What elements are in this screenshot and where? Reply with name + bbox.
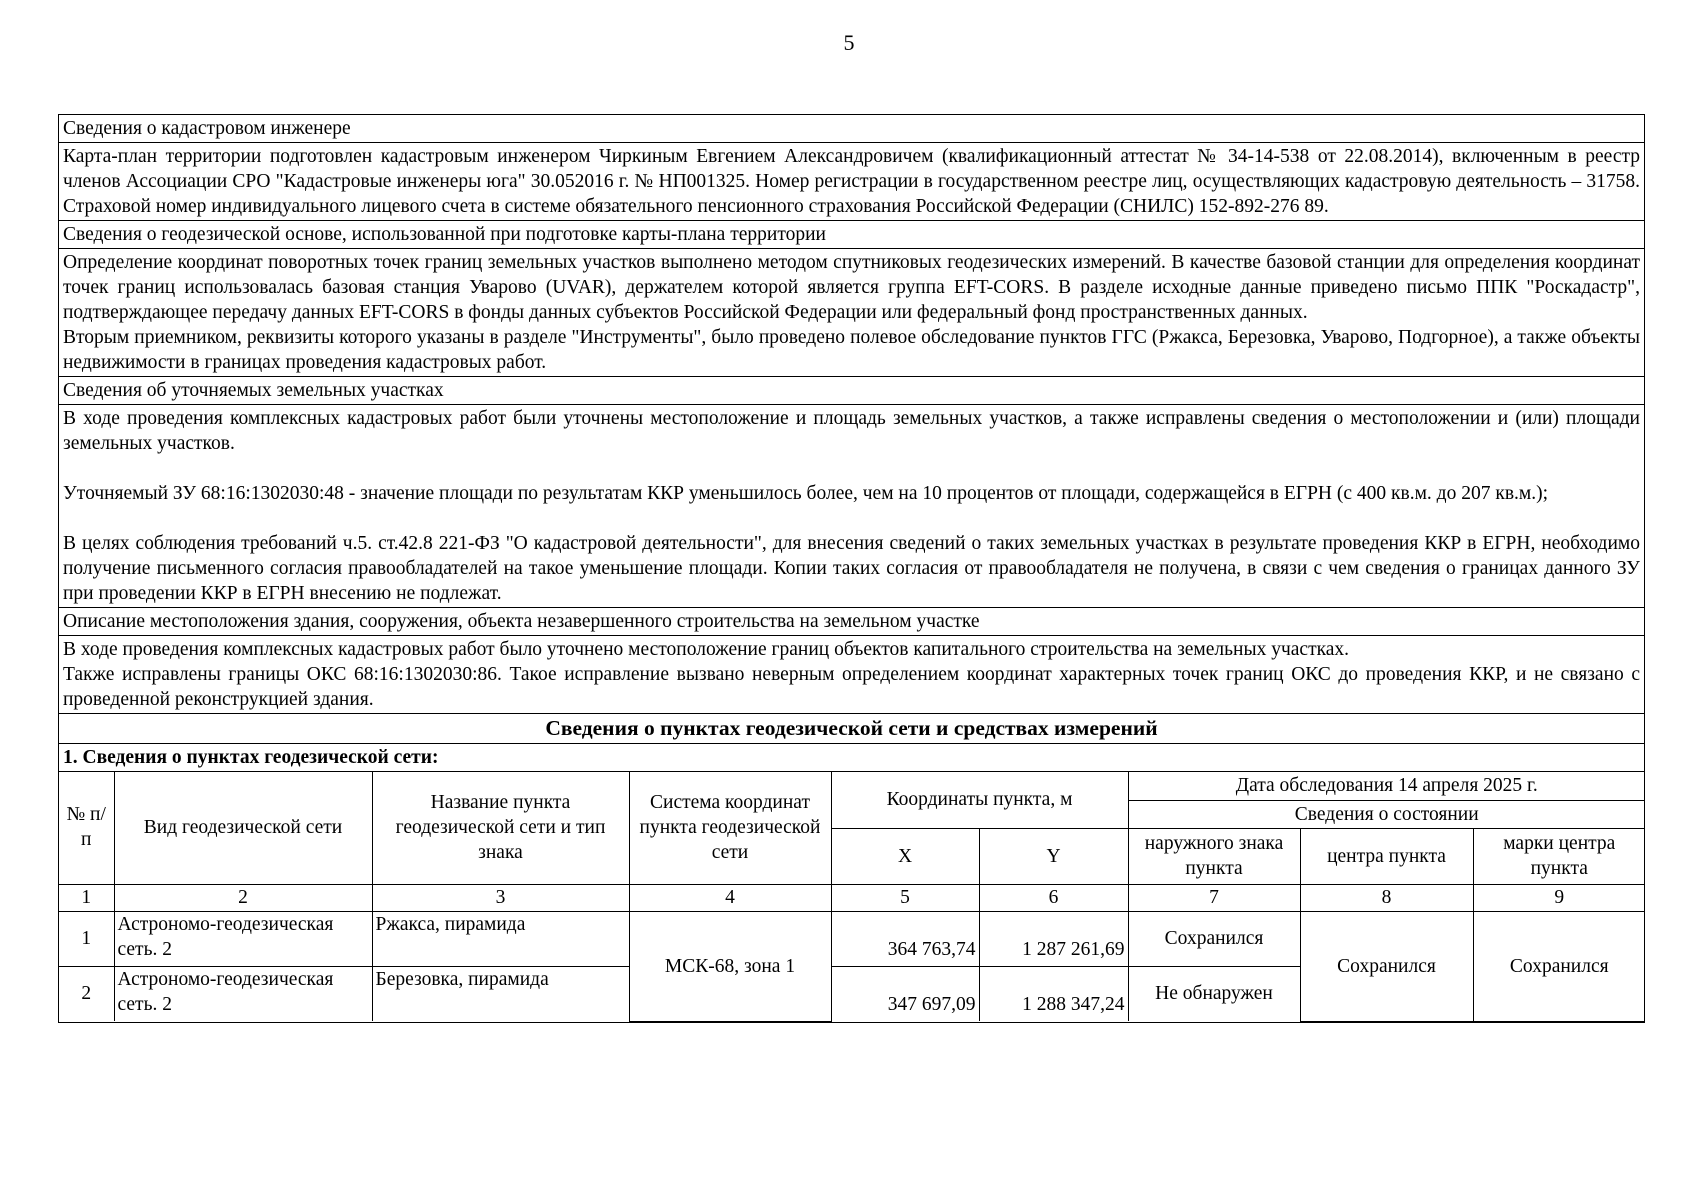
header-survey-date: Дата обследования 14 апреля 2025 г. <box>1128 772 1645 800</box>
land-plots-text <box>59 405 1645 608</box>
geodetic-basis-paragraph-2: Вторым приемником, реквизиты которого указаны в разделе "Инструменты", было проведено полевое обследование пунктов ГГС (Ржакса, Березовка, Уварово, Подгорное), а также объекты недвижимости в границах проведения кадастровых работ. <box>63 327 1640 373</box>
row-network-type: Астрономо-геодезическая сеть. 2 <box>114 911 372 966</box>
row-y: 1 287 261,69 <box>979 911 1128 966</box>
row-y: 1 288 347,24 <box>979 966 1128 1021</box>
header-coord-system: Система координат пункта геодезической сети <box>629 772 831 884</box>
document-table <box>58 114 1645 1023</box>
network-section-subtitle: 1. Сведения о пунктах геодезической сети: <box>59 744 1645 772</box>
geodetic-basis-paragraph-1: Определение координат поворотных точек границ земельных участков выполнено методом спутниковых геодезических измерений. В качестве базовой станции для определения координат точек границ использовалась базовая станция Уварово (UVAR), держателем которой является группа EFT-CORS. В разделе исходные данные приведено письмо ППК "Роскадастр", подтверждающее передачу данных EFT-CORS в фонды данных субъектов Российской Федерации или федеральный фонд пространственных данных. <box>63 252 1640 323</box>
column-number: 1 <box>59 884 114 911</box>
network-table <box>59 772 1645 1022</box>
column-number: 6 <box>979 884 1128 911</box>
building-location-header: Описание местоположения здания, сооружения, объекта незавершенного строительства на земельном участке <box>59 608 1645 636</box>
column-number: 7 <box>1128 884 1300 911</box>
land-plots-paragraph-2: Уточняемый ЗУ 68:16:1302030:48 - значение площади по результатам ККР уменьшилось более, чем на 10 процентов от площади, содержащейся в ЕГРН (с 400 кв.м. до 207 кв.м.); <box>63 483 1549 504</box>
row-outer-sign: Сохранился <box>1128 911 1300 966</box>
header-center: центра пункта <box>1300 828 1473 884</box>
network-table-cell <box>59 772 1645 1023</box>
row-x: 364 763,74 <box>831 911 979 966</box>
row-center: Сохранился <box>1300 911 1473 1021</box>
column-number: 2 <box>114 884 372 911</box>
row-network-type: Астрономо-геодезическая сеть. 2 <box>114 966 372 1021</box>
geodetic-basis-header: Сведения о геодезической основе, использованной при подготовке карты-плана территории <box>59 221 1645 249</box>
building-location-paragraph-2: Также исправлены границы ОКС 68:16:1302030:86. Такое исправление вызвано неверным определением координат характерных точек границ ОКС до проведения ККР, и не связано с проведенной реконструкцией здания. <box>63 664 1640 710</box>
engineer-paragraph: Карта-план территории подготовлен кадастровым инженером Чиркиным Евгением Александровичем (квалификационный аттестат № 34-14-538 от 22.08.2014), включенным в реестр членов Ассоциации СРО "Кадастровые инженеры юга" 30.052016 г. № НП001325. Номер регистрации в государственном реестре лиц, осуществляющих кадастровую деятельность – 31758. Страховой номер индивидуального лицевого счета в системе обязательного пенсионного страхования Российской Федерации (СНИЛС) 152-892-276 89. <box>63 146 1640 217</box>
column-number: 3 <box>372 884 629 911</box>
header-point-name: Название пункта геодезической сети и тип знака <box>372 772 629 884</box>
table-row <box>59 911 1645 966</box>
row-coord-system: МСК-68, зона 1 <box>629 911 831 1021</box>
column-number: 8 <box>1300 884 1473 911</box>
header-y: Y <box>979 828 1128 884</box>
row-point-name: Березовка, пирамида <box>372 966 629 1021</box>
row-point-name: Ржакса, пирамида <box>372 911 629 966</box>
row-outer-sign: Не обнаружен <box>1128 966 1300 1021</box>
engineer-header: Сведения о кадастровом инженере <box>59 115 1645 143</box>
header-x: X <box>831 828 979 884</box>
land-plots-header: Сведения об уточняемых земельных участках <box>59 377 1645 405</box>
land-plots-paragraph-1: В ходе проведения комплексных кадастровых работ были уточнены местоположение и площадь земельных участков, а также исправлены сведения о местоположении и (или) площади земельных участков. <box>63 408 1640 454</box>
header-condition: Сведения о состоянии <box>1128 800 1645 828</box>
page-number: 5 <box>843 30 855 55</box>
column-number: 4 <box>629 884 831 911</box>
row-x: 347 697,09 <box>831 966 979 1021</box>
header-coordinates: Координаты пункта, м <box>831 772 1128 828</box>
header-num: № п/п <box>59 772 114 884</box>
building-location-text <box>59 636 1645 714</box>
geodetic-basis-text <box>59 249 1645 377</box>
engineer-text <box>59 143 1645 221</box>
column-number: 9 <box>1473 884 1645 911</box>
network-section-title: Сведения о пунктах геодезической сети и средствах измерений <box>59 714 1645 744</box>
building-location-paragraph-1: В ходе проведения комплексных кадастровых работ было уточнено местоположение границ объектов капитального строительства на земельных участках. <box>63 639 1350 660</box>
land-plots-paragraph-3: В целях соблюдения требований ч.5. ст.42.8 221-ФЗ "О кадастровой деятельности", для внесения сведений о таких земельных участках в результате проведения ККР в ЕГРН, необходимо получение письменного согласия правообладателей на такое уменьшение площади. Копии таких согласия от правообладателя не получена, в связи с чем сведения о границах данного ЗУ при проведении ККР в ЕГРН внесению не подлежат. <box>63 533 1640 604</box>
header-network-type: Вид геодезической сети <box>114 772 372 884</box>
row-num: 2 <box>59 966 114 1021</box>
header-outer-sign: наружного знака пункта <box>1128 828 1300 884</box>
row-num: 1 <box>59 911 114 966</box>
row-center-mark: Сохранился <box>1473 911 1645 1021</box>
column-number: 5 <box>831 884 979 911</box>
header-center-mark: марки центра пункта <box>1473 828 1645 884</box>
